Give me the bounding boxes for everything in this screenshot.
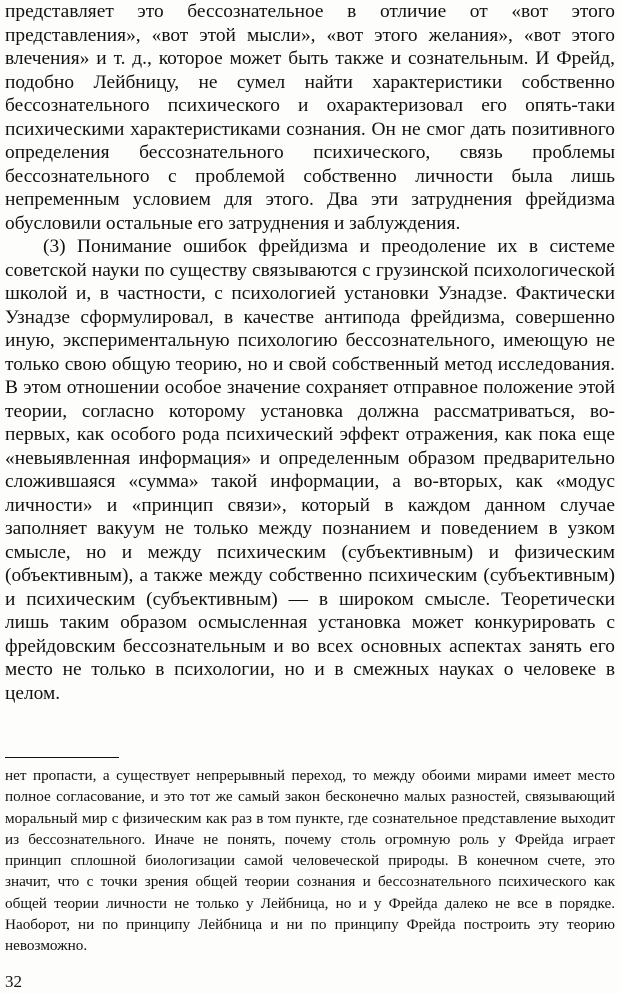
footnote bbox=[5, 765, 615, 957]
main-text bbox=[5, 0, 615, 705]
footnote-text: нет пропасти, а существует непрерывный переход, то между обоими мирами имеет место полное согласование, и это тот же самый закон бесконечно малых разностей, связывающий моральный мир с физическим как раз в том пункте, где сознательное представление выходит из бессознательного. Иначе не понять, почему столь огромную роль у Фрейда играет принцип сплошной биологизации самой человеческой природы. В конечном счете, это значит, что с точки зрения общей теории сознания и бессознательного психического как общей теории личности не только у Лейбница, но и у Фрейда далеко не все в порядке. Наоборот, ни по принципу Лейбница и ни по принципу Фрейда построить эту теорию невозможно. bbox=[5, 767, 615, 955]
page-number: 32 bbox=[5, 972, 22, 991]
paragraph-continuation: представляет это бессознательное в отличие от «вот этого представления», «вот этой мысли», «вот этого желания», «вот этого влечения» и т. д., которое может быть также и сознательным. И Фрейд, подобно Лейбницу, не сумел найти характеристики собственно бессознательного психического и охарактеризовал его опять-таки психическими характеристиками сознания. Он не смог дать позитивного определения бессознательного психического, связь проблемы бессознательного с проблемой собственно личности была лишь непременным условием для этого. Два эти затруднения фрейдизма обусловили остальные его затруднения и заблуждения. bbox=[5, 1, 615, 234]
footnote-divider bbox=[5, 757, 119, 758]
paragraph-uznadze: (3) Понимание ошибок фрейдизма и преодоление их в системе советской науки по существу связываются с грузинской психологической школой и, в частности, с психологией установки Узнадзе. Фактически Узнадзе сформулировал, в качестве антипода фрейдизма, совершенно иную, экспериментальную психологию бессознательного, имеющую не только свою общую теорию, но и свой собственный метод исследования. В этом отношении особое значение сохраняет отправное положение этой теории, согласно которому установка должна рассматриваться, во-первых, как особого рода психический эффект отражения, как пока еще «невыявленная информация» и определенным образом предварительно сложившаяся «сумма» такой информации, а во-вторых, как «модус личности» и «принцип связи», который в каждом данном случае заполняет вакуум не только между познанием и поведением в узком смысле, но и между психическим (субъективным) и физическим (объективным), а также между собственно психическим (субъективным) и психическим (субъективным) — в широком смысле. Теоретически лишь таким образом осмысленная установка может конкурировать с фрейдовским бессознательным и во всех основных аспектах занять его место не только в психологии, но и в смежных науках о человеке в целом. bbox=[5, 236, 615, 704]
